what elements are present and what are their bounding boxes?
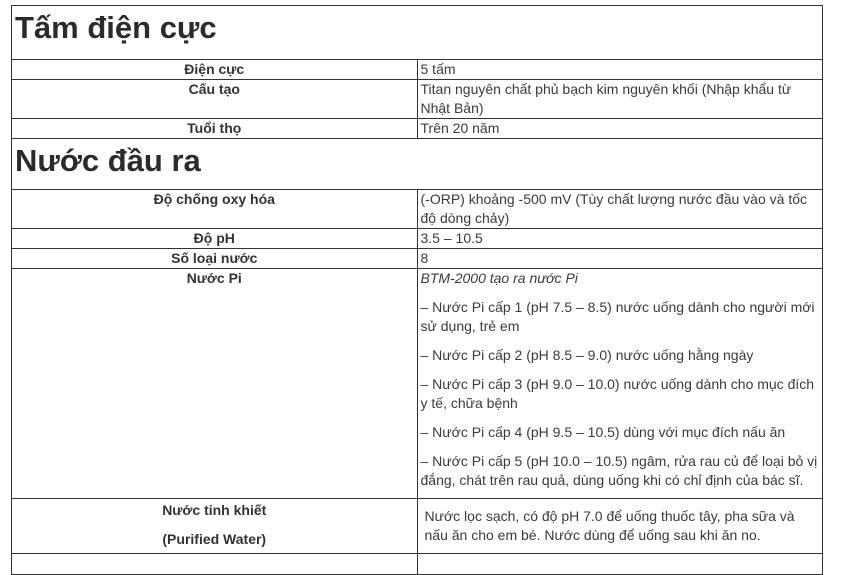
row-label: Độ pH	[12, 229, 418, 249]
pi-water-details	[417, 269, 823, 499]
row-value: 3.5 – 10.5	[417, 229, 823, 249]
row-label: Số loại nước	[12, 249, 418, 269]
pi-level-item: – Nước Pi cấp 5 (pH 10.0 – 10.5) ngâm, rửa rau củ để loại bỏ vị đắng, chát trên rau quả, dùng uống khi có chỉ định của bác sĩ.	[420, 453, 818, 488]
purified-label-line2: (Purified Water)	[162, 531, 267, 547]
pi-level-item: – Nước Pi cấp 2 (pH 8.5 – 9.0) nước uống hằng ngày	[420, 347, 754, 363]
table-row	[12, 249, 823, 269]
row-value: Trên 20 năm	[417, 119, 823, 139]
table-row	[12, 119, 823, 139]
table-row	[12, 190, 823, 229]
row-label: Độ chống oxy hóa	[12, 190, 418, 229]
row-label: Tuổi thọ	[12, 119, 418, 139]
section-header-electrode	[12, 6, 823, 60]
pi-level-item: – Nước Pi cấp 1 (pH 7.5 – 8.5) nước uống dành cho người mới sử dụng, trẻ em	[420, 299, 815, 334]
section-title-electrode: Tấm điện cực	[15, 10, 217, 45]
row-label: Điện cực	[12, 60, 418, 80]
table-row	[12, 60, 823, 80]
row-label	[12, 554, 418, 575]
purified-description: Nước lọc sạch, có độ pH 7.0 để uống thuốc tây, pha sữa và nấu ăn cho em bé. Nước dùng để uống sau khi ăn no.	[424, 508, 795, 543]
spec-table	[11, 5, 823, 575]
table-row-purified-water	[12, 499, 823, 554]
row-label	[12, 499, 418, 554]
row-label: Nước Pi	[12, 269, 418, 499]
pi-intro: BTM-2000 tạo ra nước Pi	[420, 270, 578, 286]
row-value: 8	[417, 249, 823, 269]
purified-water-details	[417, 499, 823, 554]
table-row	[12, 229, 823, 249]
section-header-output-water	[12, 139, 823, 190]
row-label: Cấu tạo	[12, 80, 418, 119]
section-title-output-water: Nước đầu ra	[15, 143, 201, 178]
row-value: (-ORP) khoảng -500 mV (Tùy chất lượng nước đầu vào và tốc độ dòng chảy)	[417, 190, 823, 229]
row-value	[417, 554, 823, 575]
pi-level-item: – Nước Pi cấp 3 (pH 9.0 – 10.0) nước uống dành cho mục đích y tế, chữa bệnh	[420, 376, 815, 411]
row-value: 5 tấm	[417, 60, 823, 80]
table-row	[12, 554, 823, 575]
pi-level-item: – Nước Pi cấp 4 (pH 9.5 – 10.5) dùng với mục đích nấu ăn	[420, 424, 786, 440]
table-row-pi-water	[12, 269, 823, 499]
purified-label-line1: Nước tinh khiết	[162, 502, 267, 518]
table-row	[12, 80, 823, 119]
row-value: Titan nguyên chất phủ bạch kim nguyên khối (Nhập khẩu từ Nhật Bản)	[417, 80, 823, 119]
